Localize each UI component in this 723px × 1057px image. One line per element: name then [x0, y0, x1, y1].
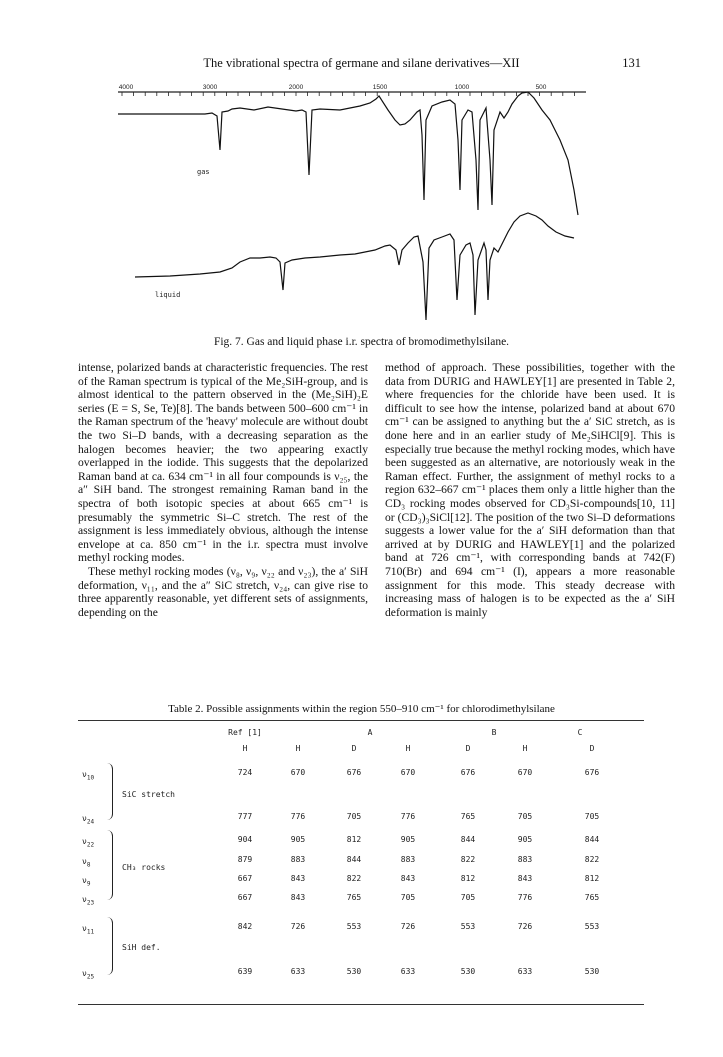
group-brace: [106, 830, 113, 900]
axis-tick-label: 500: [535, 84, 547, 91]
table-cell: 670: [517, 768, 533, 777]
text-column-right: [385, 361, 675, 619]
table-cell: 822: [460, 855, 476, 864]
table-cell: 670: [400, 768, 416, 777]
table-caption: Table 2. Possible assignments within the region 550–910 cm⁻¹ for chlorodimethylsilane: [168, 703, 555, 715]
table-cell: 530: [460, 967, 476, 976]
table-cell: 822: [584, 855, 600, 864]
table-cell: 904: [237, 835, 253, 844]
table-cell: 777: [237, 812, 253, 821]
table-cell: 633: [290, 967, 306, 976]
left-paragraph-1: intense, polarized bands at characteristic frequencies. The rest of the Raman spectrum is typical of the Me₂SiH-group, and is almost identical to the pattern observed in the (Me₂SiH)₂E series (E = S, Se, Te)[8]. The bands between 500–600 cm⁻¹ in the Raman spectrum of the 'heavy' molecule are without doubt the two Si–D bands, with a decreasing separation as the halogen becomes heavier; the two appearing exactly overlapped in the iodide. This suggests that the depolarized Raman band at ca. 634 cm⁻¹ in all four compounds is ν₂₅, the a″ SiH band. The strongest remaining Raman band in the spectra of both isotopic species at about 665 cm⁻¹ is presumably the symmetric Si–C stretch. The rest of the assignment is less immediately obvious, although the intense envelope at ca. 850 cm⁻¹ in the i.r. spectra must involve methyl rocking modes.: [78, 361, 368, 565]
table-cell: 639: [237, 967, 253, 976]
table-cell: 905: [290, 835, 306, 844]
group-label: CH₃ rocks: [122, 863, 166, 872]
table-cell: 844: [460, 835, 476, 844]
table-cell: 765: [460, 812, 476, 821]
group-label: SiC stretch: [122, 790, 175, 799]
column-header: H: [295, 744, 301, 753]
ir-spectrum-figure: [0, 0, 723, 340]
table-cell: 726: [400, 922, 416, 931]
table-cell: 843: [290, 893, 306, 902]
axis-tick-label: 1500: [372, 84, 388, 91]
mode-label: $\nu_{24}$: [82, 814, 95, 826]
table-cell: 726: [517, 922, 533, 931]
table-cell: 776: [400, 812, 416, 821]
table-cell: 705: [346, 812, 362, 821]
axis-tick-label: 3000: [202, 84, 218, 91]
group-header: Ref [1]: [228, 728, 262, 737]
table-cell: 670: [290, 768, 306, 777]
table-cell: 883: [400, 855, 416, 864]
table-cell: 842: [237, 922, 253, 931]
table-cell: 844: [346, 855, 362, 864]
mode-label: $\nu_8$: [82, 857, 91, 869]
mode-label: $\nu_{10}$: [82, 770, 95, 782]
table-cell: 705: [584, 812, 600, 821]
text-column-left: [78, 361, 368, 619]
table-cell: 705: [460, 893, 476, 902]
table-cell: 812: [460, 874, 476, 883]
table-cell: 633: [400, 967, 416, 976]
table-cell: 667: [237, 893, 253, 902]
table-cell: 553: [346, 922, 362, 931]
right-paragraph-1: method of approach. These possibilities, together with the data from DURIG and HAWLEY[1] are presented in Table 2, where frequencies for the chloride have been used. It is difficult to see how the intense, polarized band at about 670 cm⁻¹ can be assigned to anything but the a′ SiC stretch, as is done here and in an earlier study of Me₂SiHCl[9]. This is especially true because the methyl rocking modes, which have been suggested as an alternative, are notoriously weak in the Raman effect. Further, the assignment of methyl rocks to a region 632–667 cm⁻¹ places them only a little higher than the CD₃ rocking modes observed for CD₃Si-compounds[10, 11] or (CD₃)₃SiCl[12]. The position of the two Si–D deformations suggests a lower value for the a′ SiH deformation than that arrived at by DURIG and HAWLEY[1] and the polarized band at 726 cm⁻¹, with corresponding bands at 742(F) 710(Br) and 694 cm⁻¹ (I), appears a more reasonable assignment for this mode. This steady decrease with increasing mass of halogen is to be expected as the a′ SiH deformation is mainly: [385, 361, 675, 619]
table-cell: 905: [517, 835, 533, 844]
group-label: SiH def.: [122, 943, 161, 952]
left-paragraph-2: These methyl rocking modes (ν₈, ν₉, ν₂₂ and ν₂₃), the a′ SiH deformation, ν₁₁, and the a″ SiC stretch, ν₂₄, can give rise to three apparently reasonable, yet different sets of assignments, depending on the: [78, 564, 368, 619]
table-cell: 844: [584, 835, 600, 844]
table-cell: 843: [517, 874, 533, 883]
gas-phase-label: gas: [197, 168, 210, 176]
table-top-rule: [78, 720, 644, 721]
table-cell: 553: [584, 922, 600, 931]
table-cell: 676: [460, 768, 476, 777]
column-header: D: [351, 744, 357, 753]
table-cell: 726: [290, 922, 306, 931]
group-brace: [106, 917, 113, 975]
table-cell: 705: [400, 893, 416, 902]
table-cell: 530: [584, 967, 600, 976]
figure-caption: Fig. 7. Gas and liquid phase i.r. spectra of bromodimethylsilane.: [213, 336, 510, 348]
table-cell: 843: [400, 874, 416, 883]
table-cell: 822: [346, 874, 362, 883]
column-header: D: [465, 744, 471, 753]
group-header: C: [577, 728, 583, 737]
table-cell: 676: [584, 768, 600, 777]
axis-tick-label: 1000: [454, 84, 470, 91]
table-cell: 776: [290, 812, 306, 821]
table-cell: 705: [517, 812, 533, 821]
column-header: D: [589, 744, 595, 753]
table-cell: 765: [346, 893, 362, 902]
mode-label: $\nu_9$: [82, 876, 91, 888]
liquid-spectrum-trace: [135, 213, 574, 320]
table-cell: 633: [517, 967, 533, 976]
running-title: The vibrational spectra of germane and silane derivatives—XII: [203, 56, 520, 70]
liquid-phase-label: liquid: [155, 291, 181, 299]
axis-tick-label: 4000: [118, 84, 134, 91]
group-brace: [106, 763, 113, 820]
table-cell: 765: [584, 893, 600, 902]
table-cell: 883: [517, 855, 533, 864]
table-cell: 812: [584, 874, 600, 883]
table-cell: 676: [346, 768, 362, 777]
table-cell: 843: [290, 874, 306, 883]
mode-label: $\nu_{23}$: [82, 895, 95, 907]
table-cell: 724: [237, 768, 253, 777]
mode-label: $\nu_{22}$: [82, 837, 95, 849]
group-header: A: [367, 728, 373, 737]
table-cell: 905: [400, 835, 416, 844]
table-cell: 879: [237, 855, 253, 864]
axis-tick-label: 2000: [288, 84, 304, 91]
table-cell: 883: [290, 855, 306, 864]
group-header: B: [491, 728, 497, 737]
table-bottom-rule: [78, 1004, 644, 1005]
table-cell: 812: [346, 835, 362, 844]
column-header: H: [405, 744, 411, 753]
column-header: H: [522, 744, 528, 753]
column-header: H: [242, 744, 248, 753]
table-cell: 667: [237, 874, 253, 883]
gas-spectrum-trace: [118, 92, 578, 215]
table-cell: 530: [346, 967, 362, 976]
table-cell: 776: [517, 893, 533, 902]
mode-label: $\nu_{11}$: [82, 924, 95, 936]
table-cell: 553: [460, 922, 476, 931]
page-number: 131: [622, 56, 641, 70]
mode-label: $\nu_{25}$: [82, 969, 95, 981]
